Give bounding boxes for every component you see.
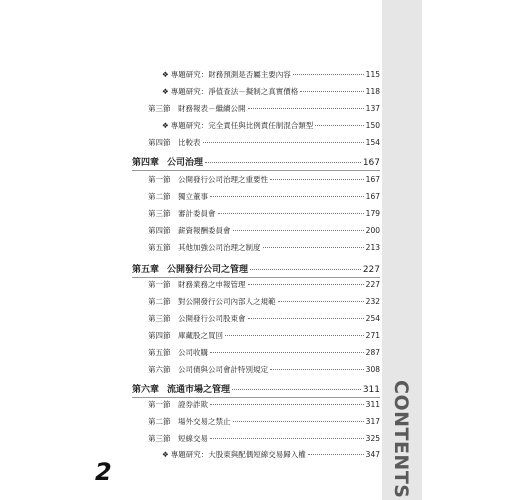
- dot-leader: [203, 142, 364, 143]
- section-number: 第四節: [148, 138, 171, 147]
- chapter-heading: [132, 384, 380, 396]
- dot-leader: [270, 369, 364, 370]
- toc-section-entry: [148, 192, 380, 202]
- entry-page: 118: [365, 87, 380, 96]
- dot-leader: [293, 74, 364, 75]
- dot-leader: [218, 213, 364, 214]
- entry-page: 200: [365, 226, 380, 235]
- toc-section-entry: [148, 138, 380, 148]
- entry-label: 公開發行公司股東會: [178, 314, 246, 323]
- toc-section-entry: [148, 348, 380, 358]
- section-number: 第二節: [148, 192, 171, 201]
- entry-label: 短線交易: [178, 434, 208, 443]
- entry-label: 公司收購: [178, 348, 208, 357]
- chapter-number: 第六章: [132, 385, 160, 395]
- entry-label: 專題研究：財務預測是否屬主要內容: [170, 70, 291, 79]
- chapter-rule: [132, 397, 380, 398]
- entry-page: 308: [365, 365, 380, 374]
- entry-label: 公司債與公司會計特別規定: [178, 365, 268, 374]
- page-number: 2: [95, 458, 112, 486]
- section-number: 第四節: [148, 331, 171, 340]
- entry-page: 213: [365, 243, 380, 252]
- dot-leader: [300, 91, 363, 92]
- entry-label: 審計委員會: [178, 209, 216, 218]
- entry-label: 比較表: [178, 138, 201, 147]
- section-number: 第三節: [148, 434, 171, 443]
- dot-leader: [232, 389, 361, 390]
- entry-page: 137: [365, 104, 380, 113]
- entry-label: 其他加強公司治理之制度: [178, 243, 261, 252]
- entry-label: 證券詐欺: [178, 400, 208, 409]
- entry-page: 179: [365, 209, 380, 218]
- dot-leader: [250, 269, 361, 270]
- entry-page: 271: [365, 331, 380, 340]
- toc-section-entry: [148, 400, 380, 410]
- contents-side-label: CONTENTS: [390, 380, 412, 499]
- dot-leader: [263, 247, 364, 248]
- entry-page: 311: [365, 400, 380, 409]
- toc-section-entry: [148, 280, 380, 290]
- chapter-title: 流通市場之管理: [167, 385, 231, 395]
- dot-leader: [210, 196, 364, 197]
- toc-section-entry: [148, 104, 380, 114]
- section-number: 第一節: [148, 175, 171, 184]
- dot-leader: [233, 421, 364, 422]
- entry-page: 325: [365, 434, 380, 443]
- section-number: 第五節: [148, 243, 171, 252]
- chapter-title: 公司治理: [167, 158, 204, 168]
- section-number: 第四節: [148, 226, 171, 235]
- dot-leader: [270, 179, 364, 180]
- entry-page: 347: [365, 450, 380, 459]
- entry-page: 150: [365, 121, 380, 130]
- dot-leader: [248, 284, 364, 285]
- entry-label: 對公開發行公司內部人之規範: [178, 297, 276, 306]
- entry-label: 專題研究：淨值查法－擬制之真實價格: [170, 87, 299, 96]
- toc-section-entry: [148, 226, 380, 236]
- section-number: 第一節: [148, 400, 171, 409]
- toc-topic-entry: [162, 70, 380, 80]
- dot-leader: [315, 125, 363, 126]
- toc-section-entry: [148, 175, 380, 185]
- chapter-heading: [132, 264, 380, 276]
- section-number: 第二節: [148, 297, 171, 306]
- diamond-bullet-icon: ❖: [162, 70, 169, 79]
- dot-leader: [233, 230, 364, 231]
- dot-leader: [248, 318, 364, 319]
- toc-section-entry: [148, 434, 380, 444]
- entry-label: 場外交易之禁止: [178, 417, 231, 426]
- section-number: 第一節: [148, 280, 171, 289]
- chapter-number: 第五章: [132, 265, 160, 275]
- entry-label: 專題研究：大股東與配偶短線交易歸入權: [170, 450, 306, 459]
- diamond-bullet-icon: ❖: [162, 121, 169, 130]
- entry-page: 167: [365, 175, 380, 184]
- entry-page: 287: [365, 348, 380, 357]
- dot-leader: [210, 352, 364, 353]
- toc-topic-entry: [162, 121, 380, 131]
- entry-label: 公開發行公司治理之重要性: [178, 175, 268, 184]
- chapter-rule: [132, 170, 380, 171]
- toc-section-entry: [148, 331, 380, 341]
- chapter-title: 公開發行公司之管理: [167, 265, 249, 275]
- entry-page: 227: [365, 280, 380, 289]
- dot-leader: [248, 108, 364, 109]
- toc-section-entry: [148, 417, 380, 427]
- toc-section-entry: [148, 209, 380, 219]
- entry-page: 154: [365, 138, 380, 147]
- dot-leader: [210, 404, 364, 405]
- toc-section-entry: [148, 243, 380, 253]
- section-number: 第三節: [148, 104, 171, 113]
- section-number: 第三節: [148, 314, 171, 323]
- entry-page: 115: [365, 70, 380, 79]
- dot-leader: [205, 162, 361, 163]
- diamond-bullet-icon: ❖: [162, 87, 169, 96]
- toc-topic-entry: [162, 450, 380, 460]
- entry-page: 232: [365, 297, 380, 306]
- toc-section-entry: [148, 314, 380, 324]
- dot-leader: [210, 438, 364, 439]
- section-number: 第三節: [148, 209, 171, 218]
- entry-page: 254: [365, 314, 380, 323]
- entry-label: 薪資報酬委員會: [178, 226, 231, 235]
- toc-topic-entry: [162, 87, 380, 97]
- chapter-rule: [132, 277, 380, 278]
- section-number: 第六節: [148, 365, 171, 374]
- chapter-number: 第四章: [132, 158, 160, 168]
- section-number: 第五節: [148, 348, 171, 357]
- dot-leader: [308, 454, 364, 455]
- section-number: 第二節: [148, 417, 171, 426]
- entry-page: 167: [365, 192, 380, 201]
- entry-label: 財務報表－繼續公開: [178, 104, 246, 113]
- diamond-bullet-icon: ❖: [162, 450, 169, 459]
- chapter-heading: [132, 157, 380, 169]
- chapter-page: 227: [362, 265, 380, 275]
- entry-label: 庫藏股之買回: [178, 331, 223, 340]
- dot-leader: [225, 335, 364, 336]
- entry-label: 專題研究：完全責任與比例責任制混合類型: [170, 121, 314, 130]
- toc-section-entry: [148, 297, 380, 307]
- entry-label: 財務業務之申報管理: [178, 280, 246, 289]
- entry-label: 獨立董事: [178, 192, 208, 201]
- entry-page: 317: [365, 417, 380, 426]
- chapter-page: 311: [362, 385, 380, 395]
- toc-section-entry: [148, 365, 380, 375]
- dot-leader: [278, 301, 364, 302]
- chapter-page: 167: [362, 158, 380, 168]
